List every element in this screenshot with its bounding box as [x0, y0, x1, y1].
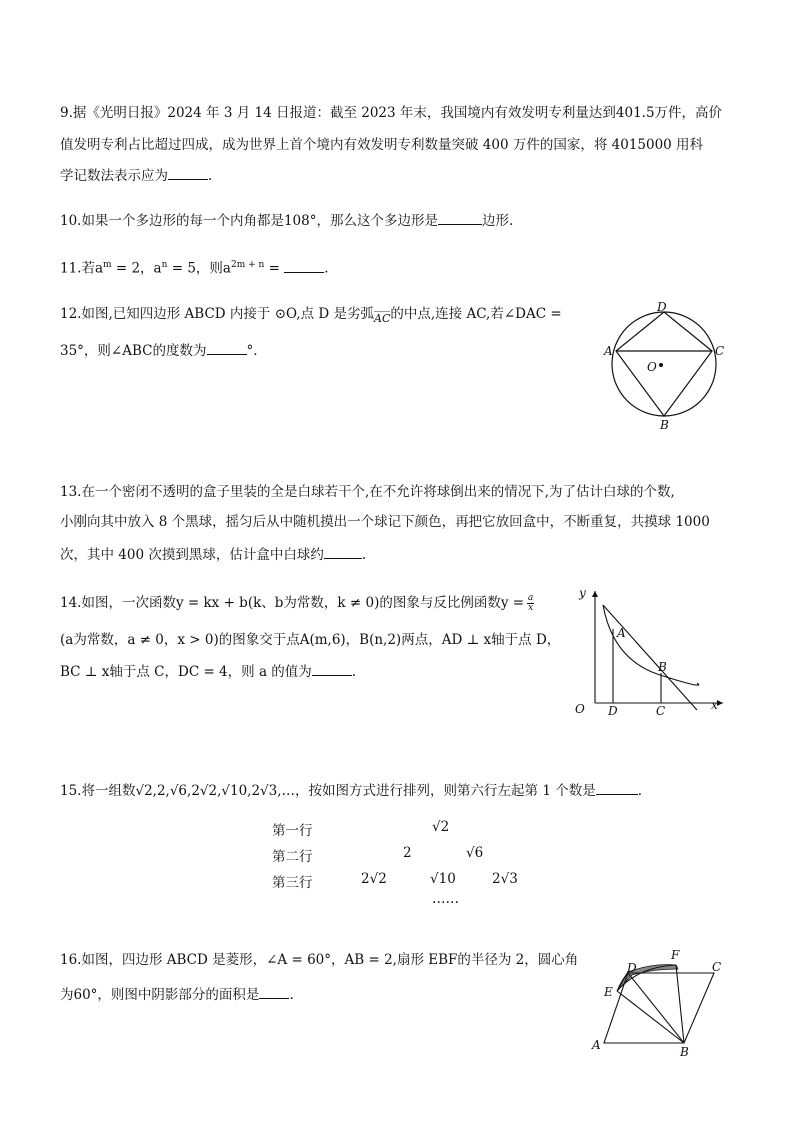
frac-num: a — [527, 593, 534, 603]
label-d: D — [657, 300, 667, 314]
q15-text: 15.将一组数√2,2,√6,2√2,√10,2√3,…，按如图方式进行排列，则第六行左起第 1 个数是 — [60, 783, 596, 799]
quadrilateral-abcd — [616, 312, 712, 416]
q11-text: 11.若a — [60, 260, 104, 277]
q10 — [60, 210, 513, 231]
diagonal-bd — [628, 973, 684, 1043]
q12-text2: 35°，则∠ABC的度数为 — [60, 343, 207, 359]
q11-exp-n: n — [161, 260, 168, 270]
label-o: O — [575, 702, 585, 716]
row2-item1: 2 — [403, 845, 412, 861]
arc-ac: AC — [374, 312, 391, 325]
answer-blank — [284, 258, 324, 273]
q11-exp-m: m — [103, 260, 112, 270]
q15-line1: 15.将一组数√2,2,√6,2√2,√10,2√3,…，按如图方式进行排列，则第六行左起第 1 个数是 . — [60, 780, 642, 801]
q13-line3: 次，其中 400 次摸到黑球，估计盒中白球约 . — [60, 544, 366, 565]
row1-item1: √2 — [432, 819, 450, 835]
answer-blank — [312, 661, 352, 676]
ellipsis: …… — [432, 891, 459, 907]
q14-text: 14.如图，一次函数y = kx + b(k、b为常数，k ≠ 0)的图象与反比例函数y = — [60, 595, 525, 611]
label-b: B — [658, 660, 667, 674]
q12-line1 — [60, 304, 562, 325]
q14-line2: (a为常数，a ≠ 0，x > 0)的图象交于点A(m,6)，B(n,2)两点，AD ⊥ x轴于点 D， — [60, 632, 561, 648]
x-arrow — [717, 700, 723, 706]
label-b: B — [680, 1045, 689, 1059]
label-a: A — [604, 344, 613, 358]
q16-line1: 16.如图，四边形 ABCD 是菱形，∠A = 60°，AB = 2,扇形 EBF的半径为 2，圆心角 — [60, 952, 579, 968]
q12-text: 12.如图,已知四边形 ABCD 内接于 ⊙O,点 D 是劣弧 — [60, 306, 374, 322]
q9-line2: 值发明专利占比超过四成，成为世界上首个境内有效发明专利数量突破 400 万件的国家，将 4015000 用科 — [60, 137, 704, 153]
rhombus-figure — [590, 945, 730, 1060]
q12-deg: °. — [246, 343, 258, 359]
frac-den: x — [528, 603, 534, 613]
row3-item1: 2√2 — [361, 871, 387, 887]
q13-text: 次，其中 400 次摸到黑球，估计盒中白球约 — [60, 547, 324, 563]
label-b: B — [660, 418, 669, 432]
q10-after: 边形. — [482, 213, 514, 229]
label-a: A — [617, 626, 626, 640]
row2-item2: √6 — [466, 845, 484, 861]
label-x: x — [711, 698, 718, 712]
answer-blank — [596, 780, 638, 795]
label-c: C — [715, 344, 725, 358]
label-c: C — [656, 704, 666, 718]
q9-line1: 9.据《光明日报》2024 年 3 月 14 日报道：截至 2023 年末，我国境内有效发明专利量达到401.5万件，高价 — [60, 105, 723, 121]
q9-text: 学记数法表示应为 — [60, 168, 168, 184]
q16-text: 为60°，则图中阴影部分的面积是 — [60, 987, 260, 1003]
q11: 11.若$a^m = 2$，$a^n = 5$，则$a^{2m + n}$ = . — [60, 255, 329, 279]
q12-line2 — [60, 340, 258, 361]
circle-figure — [595, 298, 735, 433]
linear-function-line — [603, 605, 697, 710]
q16-line2: 为60°，则图中阴影部分的面积是 . — [60, 984, 294, 1005]
row3-item2: √10 — [430, 871, 456, 887]
q11-mid1: = 2，a — [111, 260, 162, 277]
q13-line2: 小刚向其中放入 8 个黑球，摇匀后从中随机摸出一个球记下颜色，再把它放回盒中，不断重复，共摸球 1000 — [60, 514, 710, 530]
y-arrow — [592, 591, 598, 597]
label-c: C — [712, 960, 722, 974]
center-dot — [659, 363, 663, 367]
label-f: F — [671, 948, 680, 962]
radius-be — [617, 991, 684, 1043]
q12-text-b: 的中点,连接 AC,若∠DAC = — [390, 306, 562, 322]
answer-blank — [207, 340, 247, 355]
label-d: D — [627, 961, 637, 975]
q14-line3: BC ⊥ x轴于点 C，DC = 4，则 a 的值为 . — [60, 661, 356, 682]
q13-line1: 13.在一个密闭不透明的盒子里装的全是白球若干个,在不允许将球倒出来的情况下,为了估计白球的个数, — [60, 484, 675, 500]
circle-o — [612, 312, 716, 416]
row-label-3: 第三行 — [272, 875, 313, 891]
row3-item3: 2√3 — [492, 871, 518, 887]
hyperbola-curve — [603, 605, 699, 685]
function-graph — [565, 585, 730, 720]
answer-blank — [259, 984, 289, 999]
row-label-2: 第二行 — [272, 849, 313, 865]
q9-line3: 学记数法表示应为 . — [60, 165, 212, 186]
answer-blank — [438, 210, 482, 225]
label-d: D — [608, 704, 618, 718]
answer-blank — [324, 544, 362, 559]
answer-blank — [168, 165, 208, 180]
q14-line1 — [60, 593, 534, 613]
label-y: y — [579, 586, 586, 600]
radius-bf — [676, 965, 684, 1043]
q11-mid2: = 5，则a — [167, 260, 231, 277]
q14-text3: BC ⊥ x轴于点 C，DC = 4，则 a 的值为 — [60, 664, 312, 680]
row-label-1: 第一行 — [272, 823, 313, 839]
label-e: E — [604, 985, 613, 999]
label-a: A — [592, 1038, 601, 1052]
label-o: O — [647, 360, 657, 374]
q11-exp: 2m + n — [230, 260, 265, 270]
q11-mid3: = — [264, 260, 285, 277]
q10-text: 10.如果一个多边形的每一个内角都是108°，那么这个多边形是 — [60, 213, 438, 229]
fraction-a-over-x — [527, 594, 534, 613]
